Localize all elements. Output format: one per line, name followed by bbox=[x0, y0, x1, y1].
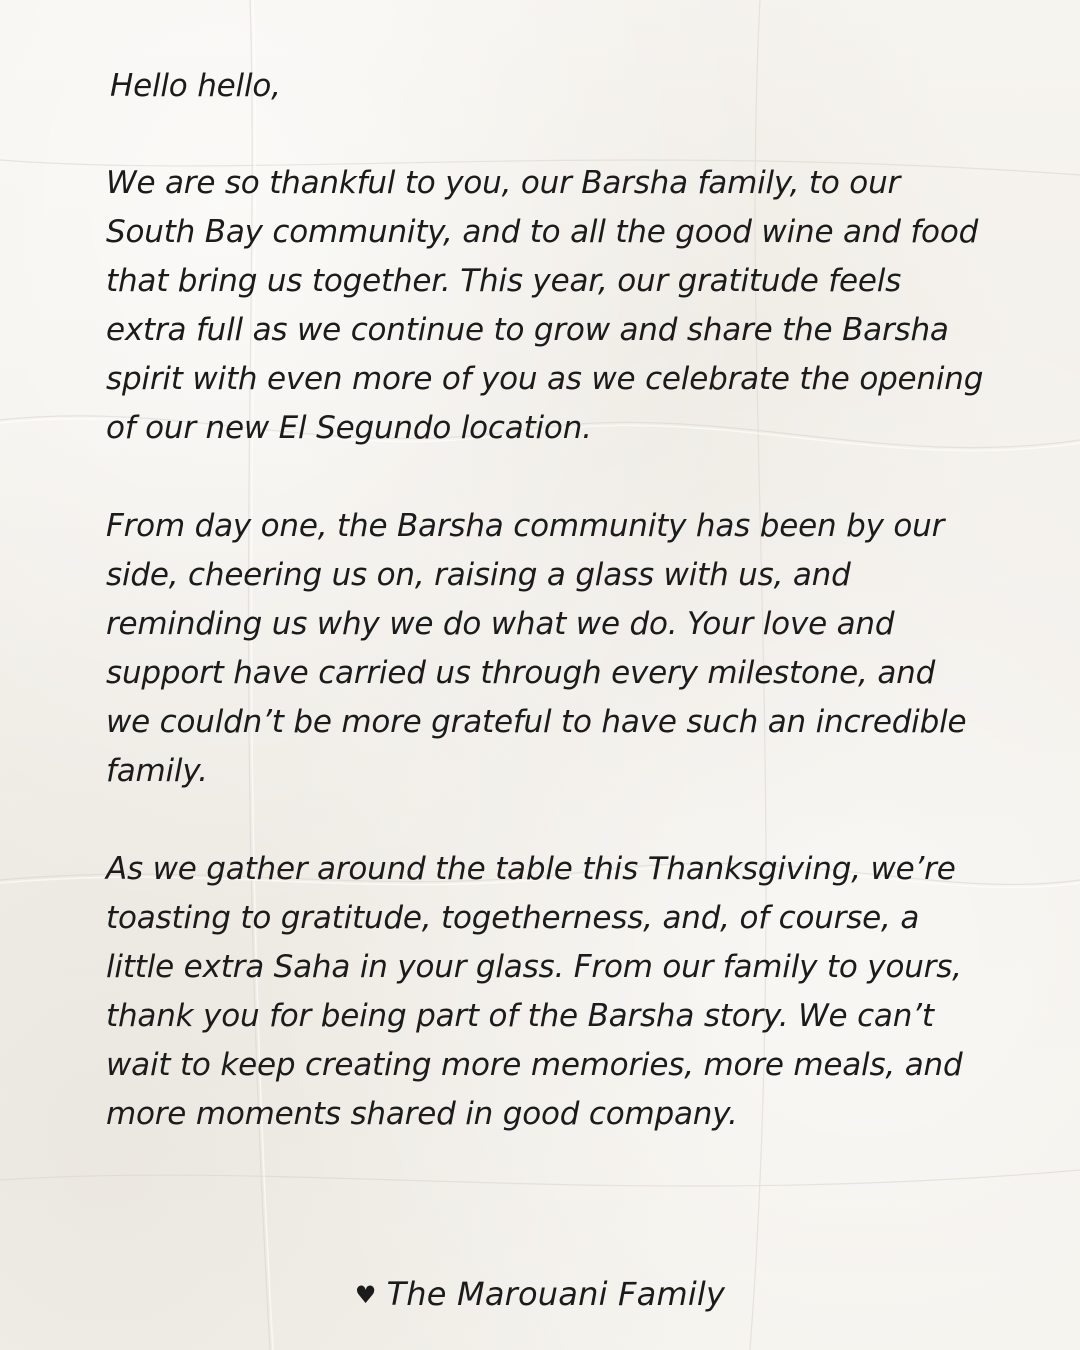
letter-paragraph-3: As we gather around the table this Thanksgiving, we’re toasting to gratitude, togetherness, and, of course, a little extra Saha in your glass. From our family to yours, thank you for being part of the Barsha story. We can’t wait to keep creating more memories, more meals, and more moments shared in good company. bbox=[106, 851, 963, 1132]
letter-body bbox=[106, 62, 986, 1188]
letter-greeting: Hello hello, bbox=[110, 68, 281, 104]
letter-paragraph-2: From day one, the Barsha community has been by our side, cheering us on, raising a glass with us, and reminding us why we do what we do. Your love and support have carried us through every milestone, and we couldn’t be more grateful to have such an incredible family. bbox=[106, 508, 967, 789]
letter-signature-line bbox=[0, 1270, 1080, 1320]
letter-signature: The Marouani Family bbox=[386, 1275, 726, 1313]
heart-icon: ♥ bbox=[354, 1281, 377, 1309]
letter-paragraph-1: We are so thankful to you, our Barsha family, to our South Bay community, and to all the good wine and food that bring us together. This year, our gratitude feels extra full as we continue to grow and share the Barsha spirit with even more of you as we celebrate the opening of our new El Segundo location. bbox=[106, 165, 984, 446]
